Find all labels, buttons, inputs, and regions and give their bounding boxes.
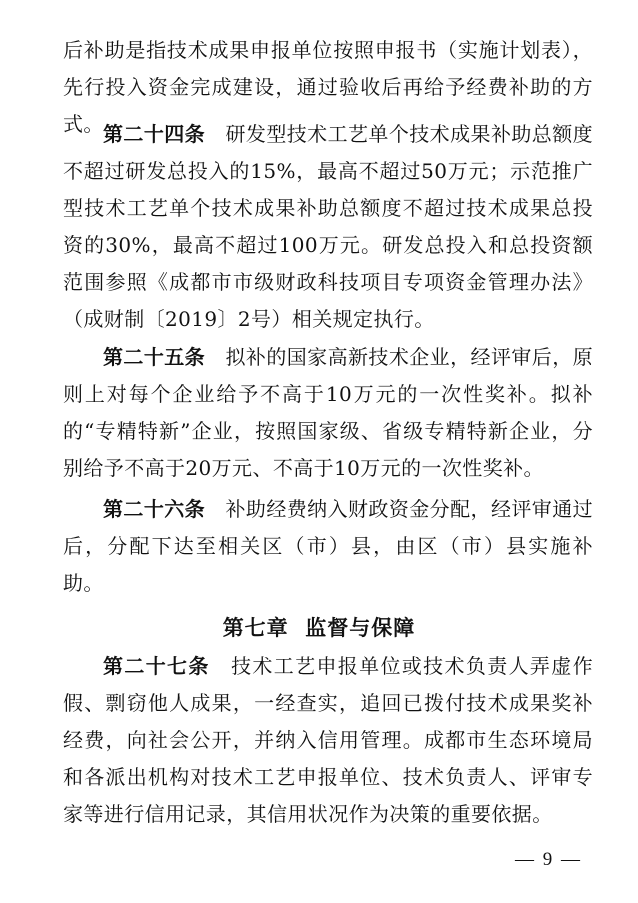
article-text: 技术工艺申报单位或技术负责人弄虚作假、剽窃他人成果，一经查实，追回已拨付技术成果奖补经费，向社会公开，并纳入信用管理。成都市生态环境局和各派出机构对技术工艺申报单位、技术负责人、评审专家等进行信用记录，其信用状况作为决策的重要依据。 bbox=[63, 654, 593, 826]
article-26 bbox=[63, 491, 593, 602]
article-24 bbox=[63, 116, 593, 338]
paragraph-text: 后补助是指技术成果申报单位按照申报书（实施计划表），先行投入资金完成建设，通过验收后再给予经费补助的方式。 bbox=[63, 38, 593, 136]
article-text: 拟补的国家高新技术企业，经评审后，原则上对每个企业给予不高于10万元的一次性奖补。拟补的“专精特新”企业，按照国家级、省级专精特新企业，分别给予不高于20万元、不高于10万元的一次性奖补。 bbox=[63, 345, 594, 480]
page-number: — 9 — bbox=[515, 849, 582, 870]
article-number: 第二十七条 bbox=[103, 654, 210, 678]
chapter-heading: 第七章 监督与保障 bbox=[222, 616, 416, 640]
article-number: 第二十五条 bbox=[103, 345, 206, 369]
article-text: 研发型技术工艺单个技术成果补助总额度不超过研发总投入的15%，最高不超过50万元；示范推广型技术工艺单个技术成果补助总额度不超过技术成果总投资的30%，最高不超过100万元。研发总投入和总投资额范围参照《成都市市级财政科技项目专项资金管理办法》（成财制〔2019〕2号）相关规定执行。 bbox=[63, 122, 594, 331]
article-25 bbox=[63, 339, 593, 487]
article-number: 第二十四条 bbox=[103, 122, 206, 146]
article-27 bbox=[63, 648, 593, 833]
article-text: 补助经费纳入财政资金分配，经评审通过后，分配下达至相关区（市）县，由区（市）县实施补助。 bbox=[63, 497, 594, 595]
article-number: 第二十六条 bbox=[103, 497, 206, 521]
